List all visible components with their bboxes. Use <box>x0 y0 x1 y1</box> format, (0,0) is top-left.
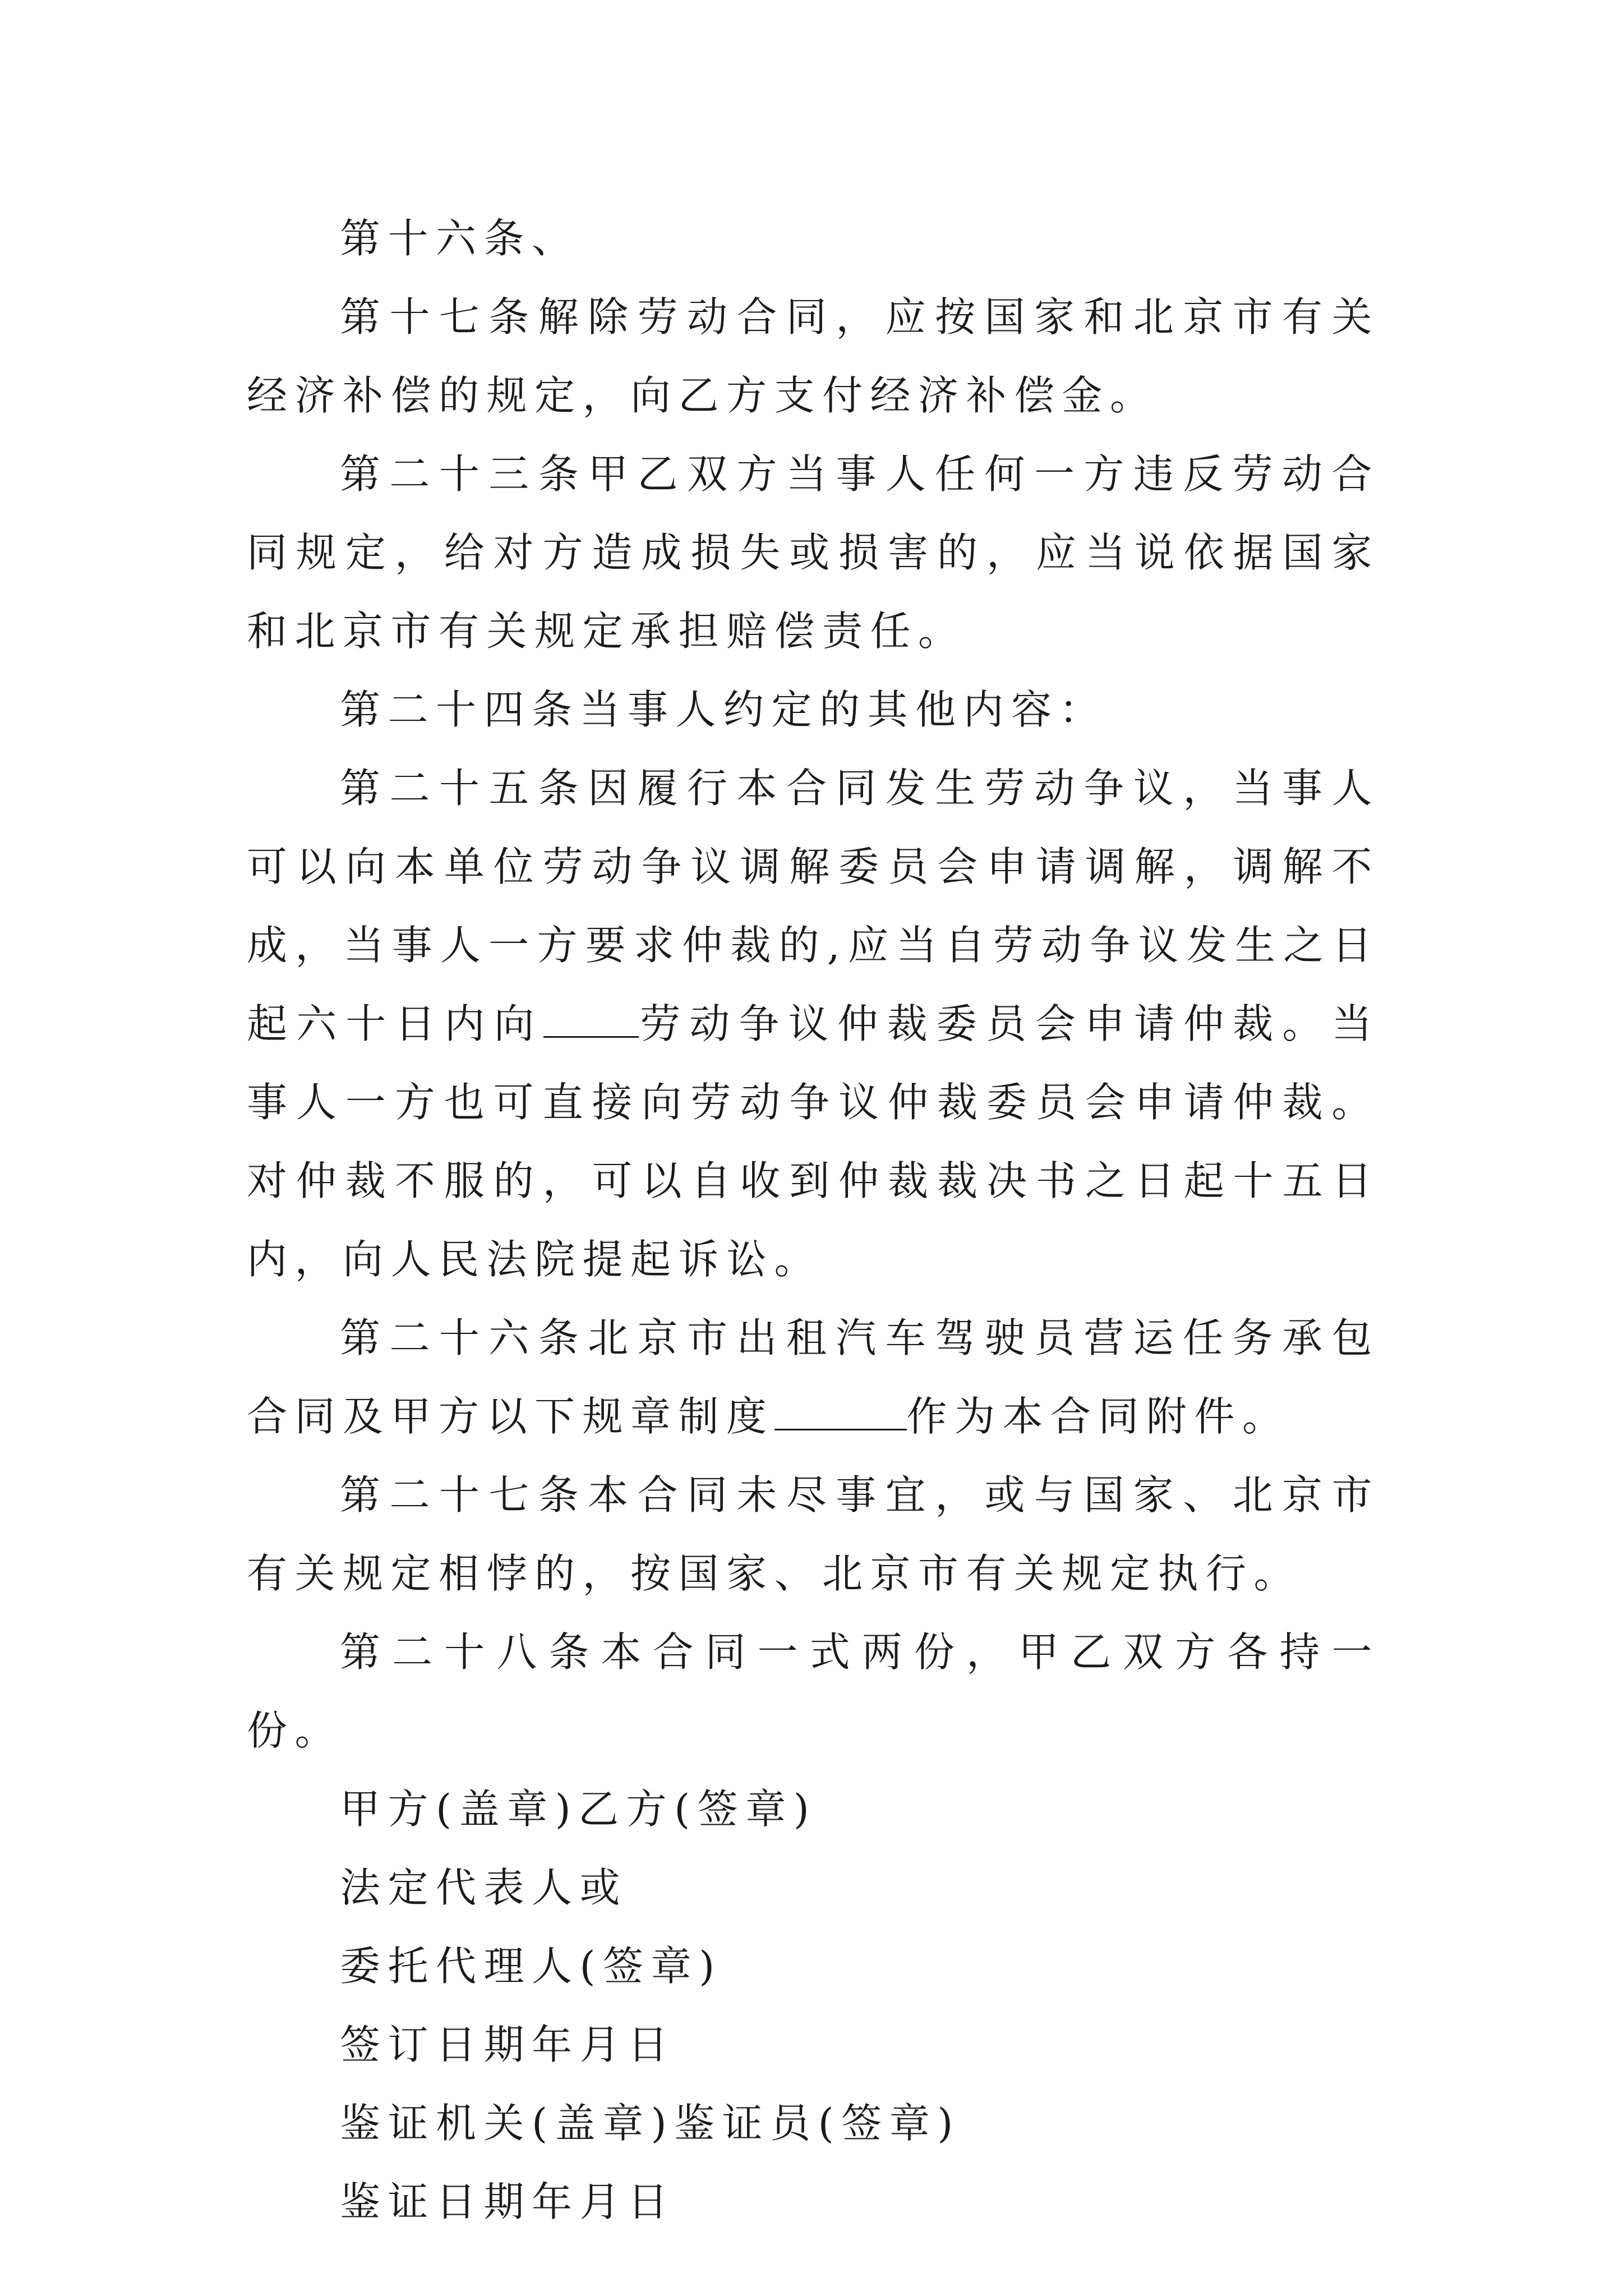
article-25-text-after: 劳动争议仲裁委员会申请仲裁。当事人一方也可直接向劳动争议仲裁委员会申请仲裁。对仲裁不服的，可以自收到仲裁裁决书之日起十五日内，向人民法院提起诉讼。 <box>247 1000 1380 1283</box>
article-23: 第二十三条甲乙双方当事人任何一方违反劳动合同规定，给对方造成损失或损害的，应当说依据国家和北京市有关规定承担赔偿责任。 <box>247 450 1380 655</box>
article-26-text-after: 作为本合同附件。 <box>906 1393 1290 1440</box>
signing-date-line: 签订日期年月日 <box>340 2021 676 2068</box>
article-25 <box>247 749 1380 1299</box>
article-24: 第二十四条当事人约定的其他内容： <box>340 686 1108 733</box>
legal-representative-line: 法定代表人或 <box>340 1864 628 1911</box>
fill-in-blank-regulations <box>774 1424 907 1430</box>
article-28: 第二十八条本合同一式两份，甲乙双方各持一份。 <box>247 1628 1380 1754</box>
signature-party-line: 甲方(盖章)乙方(签章) <box>340 1786 817 1833</box>
article-27: 第二十七条本合同未尽事宜，或与国家、北京市有关规定相悖的，按国家、北京市有关规定执行。 <box>247 1471 1380 1597</box>
article-25-text-before: 第二十五条因履行本合同发生劳动争议，当事人可以向本单位劳动争议调解委员会申请调解，调解不成，当事人一方要求仲裁的,应当自劳动争议发生之日起六十日内向 <box>247 765 1380 1047</box>
document-body <box>247 199 1380 2241</box>
article-26-text-before: 第二十六条北京市出租汽车驾驶员营运任务承包合同及甲方以下规章制度 <box>247 1314 1380 1440</box>
fill-in-blank-arbitration-committee <box>543 1032 639 1038</box>
article-16: 第十六条、 <box>340 215 580 262</box>
authentication-authority-line: 鉴证机关(盖章)鉴证员(签章) <box>340 2100 961 2147</box>
authentication-date-line: 鉴证日期年月日 <box>340 2178 676 2225</box>
authorized-agent-line: 委托代理人(签章) <box>340 1943 722 1990</box>
article-17: 第十七条解除劳动合同，应按国家和北京市有关经济补偿的规定，向乙方支付经济补偿金。 <box>247 293 1380 419</box>
article-26 <box>247 1299 1380 1456</box>
